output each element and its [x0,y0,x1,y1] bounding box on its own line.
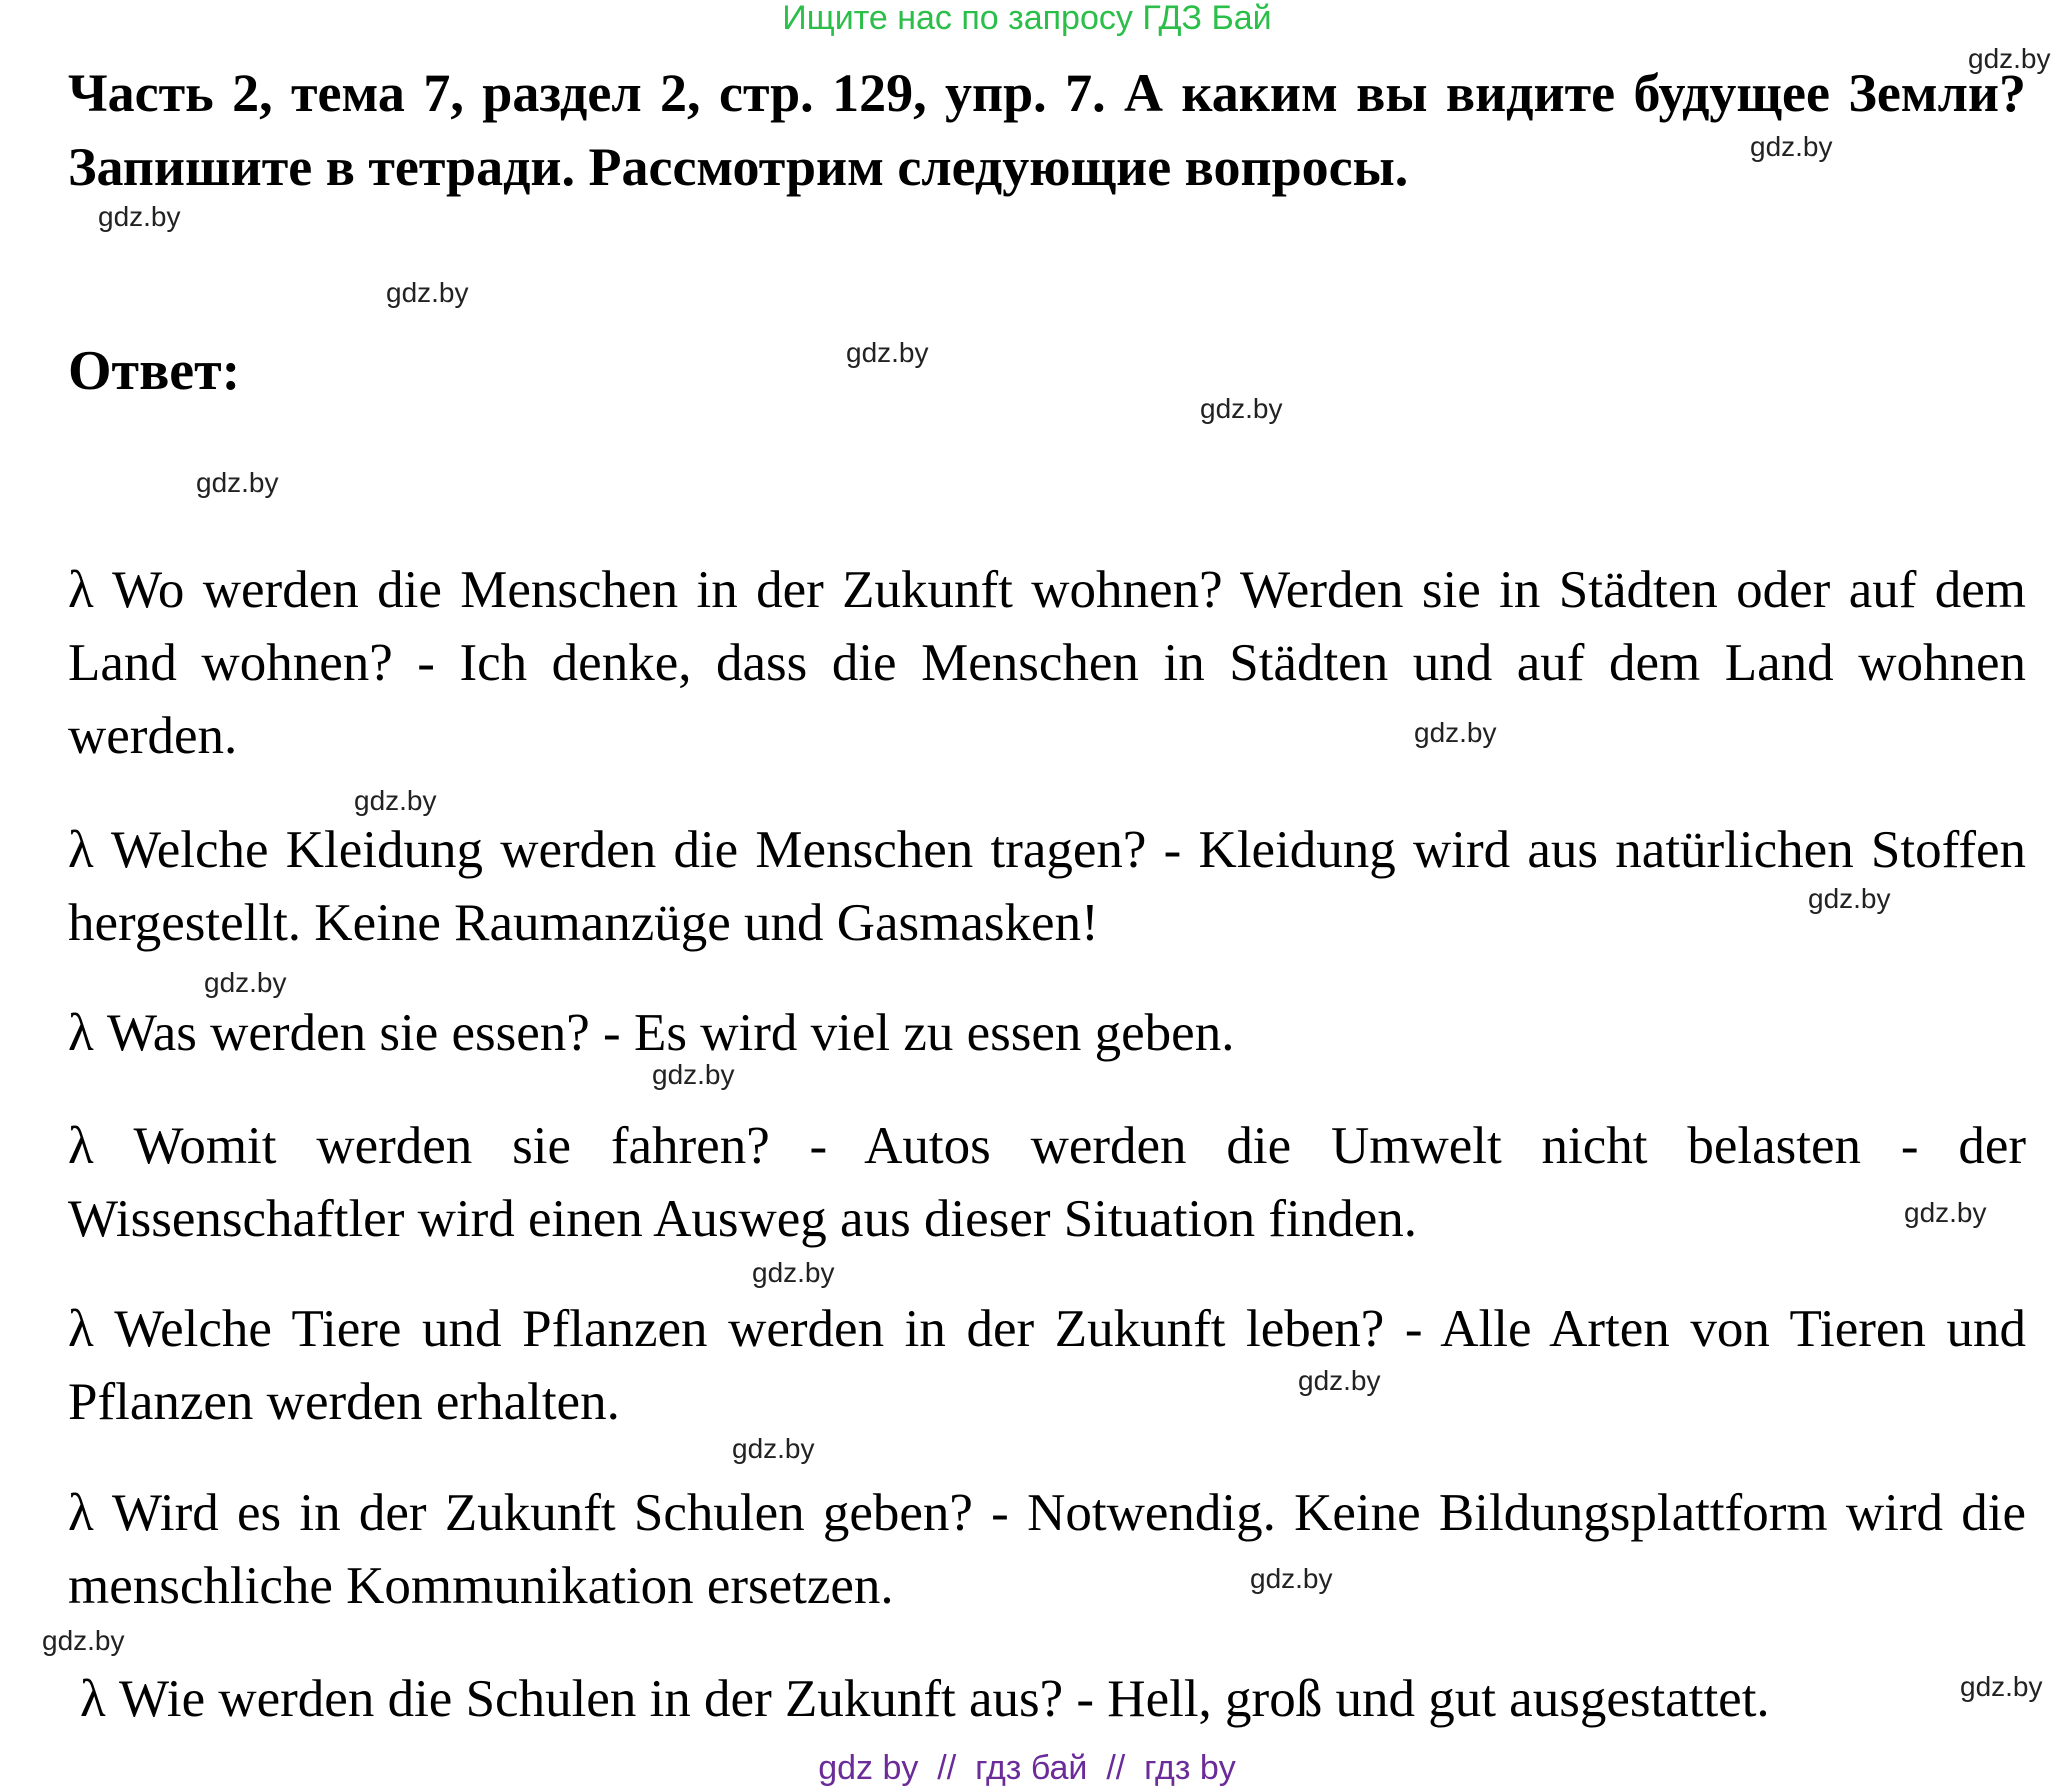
watermark: gdz.by [196,467,279,498]
watermark: gdz.by [42,1625,125,1656]
answer-label: Ответ: [68,340,241,402]
search-banner: Ищите нас по запросу ГДЗ Бай [782,0,1272,37]
qa-text: Wie werden die Schulen in der Zukunft aus? - Hell, groß und gut ausgestattet. [118,1670,1770,1728]
watermark: gdz.by [98,201,181,232]
qa-item [68,554,2026,773]
watermark: gdz.by [1808,883,1891,914]
qa-text: Wird es in der Zukunft Schulen geben? - Notwendig. Keine Bildungsplattform wird die menschliche Kommunikation ersetzen. [68,1484,2026,1615]
qa-text: Womit werden sie fahren? - Autos werden die Umwelt nicht belasten - der Wissenschaftler wird einen Ausweg aus dieser Situation finden. [68,1117,2027,1248]
watermark: gdz.by [1750,131,1833,162]
qa-text: Welche Kleidung werden die Menschen tragen? - Kleidung wird aus natürlichen Stoffen hergestellt. Keine Raumanzüge und Gasmasken! [68,821,2026,952]
watermark: gdz.by [1414,717,1497,748]
lambda-bullet-icon: λ [68,821,94,879]
watermark: gdz.by [204,967,287,998]
watermark: gdz.by [1298,1365,1381,1396]
qa-item [68,997,2026,1070]
qa-item [68,1110,2026,1256]
watermark: gdz.by [386,277,469,308]
lambda-bullet-icon: λ [68,561,94,619]
qa-item [68,814,2026,960]
qa-text: Was werden sie essen? - Es wird viel zu essen geben. [106,1004,1235,1062]
watermark: gdz.by [1904,1197,1987,1228]
qa-item [68,1293,2026,1439]
lambda-bullet-icon: λ [68,1484,94,1542]
lambda-bullet-icon: λ [68,1300,94,1358]
watermark: gdz.by [732,1433,815,1464]
watermark: gdz.by [752,1257,835,1288]
watermark: gdz.by [1200,393,1283,424]
qa-item [80,1663,1980,1736]
watermark: gdz.by [846,337,929,368]
task-title: Часть 2, тема 7, раздел 2, стр. 129, упр. 7. А каким вы видите будущее Земли? Запишите в тетради. Рассмотрим следующие вопросы. [68,63,2026,197]
watermark: gdz.by [652,1059,735,1090]
watermark: gdz.by [1250,1563,1333,1594]
watermark: gdz.by [1960,1671,2043,1702]
watermark: gdz.by [1968,43,2051,74]
lambda-bullet-icon: λ [80,1670,106,1728]
lambda-bullet-icon: λ [68,1004,94,1062]
qa-text: Welche Tiere und Pflanzen werden in der Zukunft leben? - Alle Arten von Tieren und Pflanzen werden erhalten. [68,1300,2027,1431]
qa-item [68,1477,2026,1623]
footer-links: gdz by // гдз бай // гдз by [818,1749,1236,1787]
watermark: gdz.by [354,785,437,816]
qa-text: Wo werden die Menschen in der Zukunft wohnen? Werden sie in Städten oder auf dem Land wohnen? - Ich denke, dass die Menschen in Städten und auf dem Land wohnen werden. [68,561,2027,765]
lambda-bullet-icon: λ [68,1117,94,1175]
